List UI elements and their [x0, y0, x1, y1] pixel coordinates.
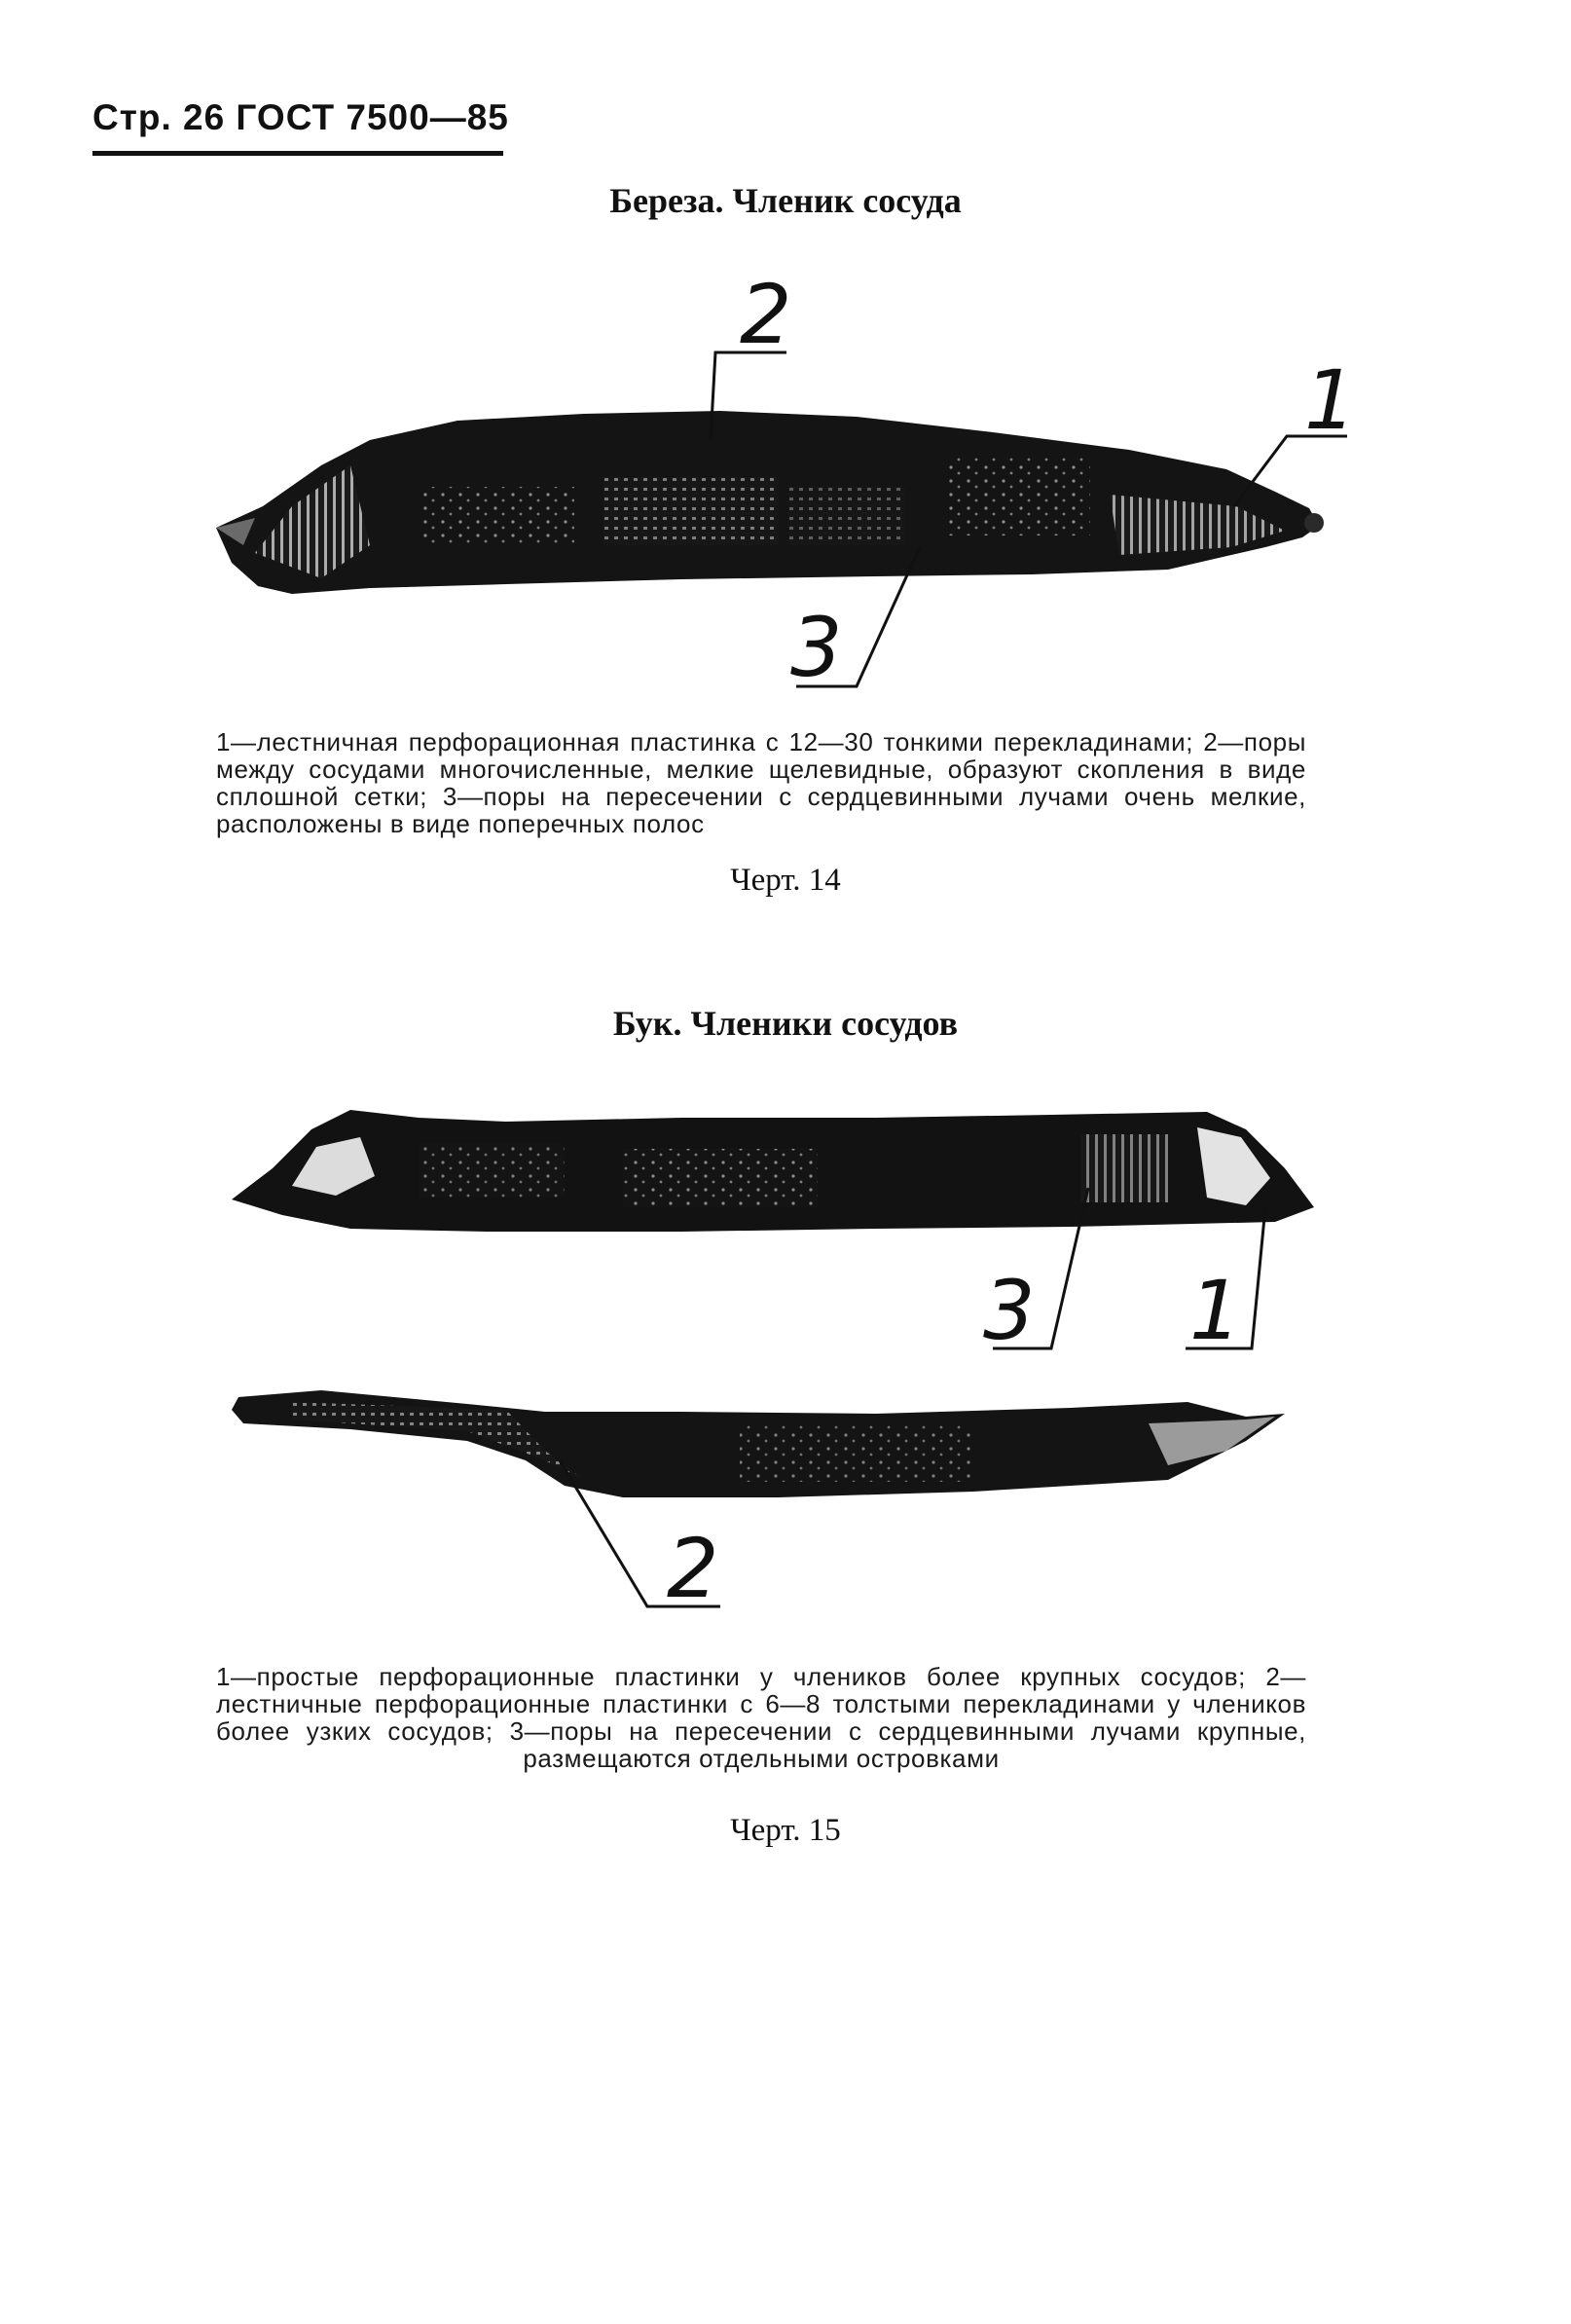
figure15-leaders — [560, 1188, 1265, 1606]
figure15-callout-3: 3 — [983, 1263, 1036, 1358]
figure14-label: Черт. 14 — [730, 863, 841, 898]
page-header-label: Стр. 26 ГОСТ 7500—85 — [92, 97, 509, 137]
figure15-label: Черт. 15 — [730, 1813, 841, 1848]
figure15-callout-2: 2 — [667, 1521, 719, 1616]
birch-vessel-drawing — [216, 411, 1324, 594]
figure14-callout-1: 1 — [1304, 352, 1357, 448]
figure15-callout-1: 1 — [1189, 1263, 1242, 1358]
beech-vessel-lower-drawing — [232, 1390, 1285, 1497]
beech-vessel-upper-drawing — [232, 1110, 1314, 1232]
figure14-caption: 1—лестничная перфорационная пластинка с 12—30 тонкими перекладинами; 2—поры между сосудами многочисленные, мелкие щелевидные, образуют скопления в виде сплошной сетки; 3—поры на пересечении с сердцевинными лучами очень мелкие, расположены в виде поперечных полос — [216, 727, 1306, 838]
figure15-title: Бук. Членики сосудов — [612, 1004, 959, 1043]
figure14-callout-3: 3 — [790, 600, 843, 695]
figure14-title: Береза. Членик сосуда — [609, 181, 962, 220]
figure14-callout-2: 2 — [740, 267, 792, 362]
figure15-caption: 1—простые перфорационные пластинки у члеников более крупных сосудов; 2—лестничные перфорационные пластинки с 6—8 толстыми перекладинами у члеников более узких сосудов; 3—поры на пересечении с сердцевинными лучами крупные, размещаются отдельными островками — [216, 1662, 1306, 1773]
